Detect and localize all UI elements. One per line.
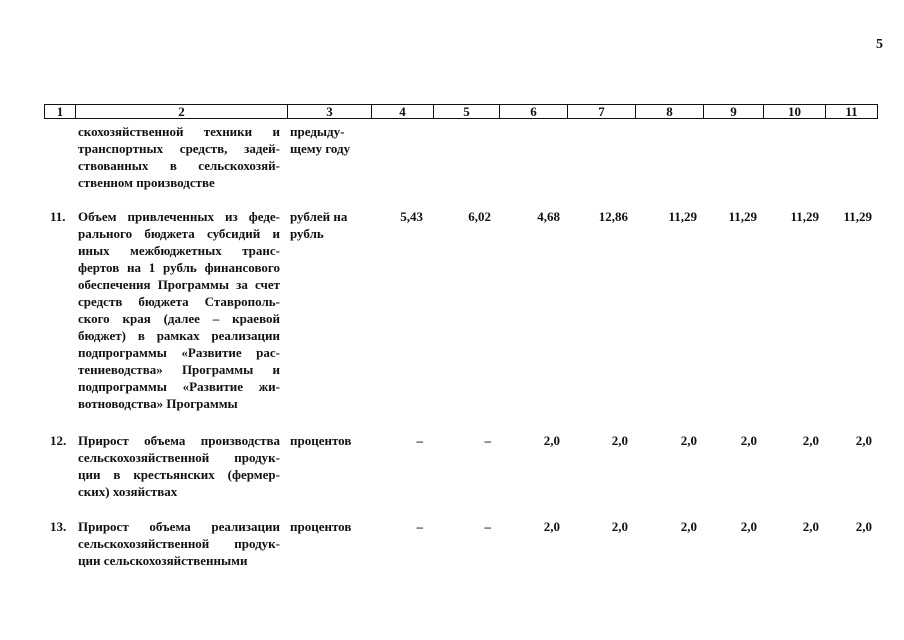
header-col-11: 11 — [825, 105, 877, 118]
value-cell-col-5: – — [484, 433, 491, 448]
value-cell-col-7: 12,86 — [598, 209, 628, 224]
value-cell-col-10: 2,0 — [802, 433, 819, 448]
unit-of-measure — [290, 518, 370, 535]
indicator-name-line: рального бюджета субсидий и — [78, 226, 280, 241]
indicator-name-line: ции сельскохозяйственными — [78, 553, 248, 568]
value-cell-col-5: 6,02 — [468, 209, 491, 224]
value-cell-col-6: 2,0 — [543, 519, 560, 534]
header-col-8: 8 — [635, 105, 703, 118]
indicator-name-line: иных межбюджетных транс- — [78, 243, 280, 258]
indicator-name-line: обеспечения Программы за счет — [78, 277, 280, 292]
indicator-name — [78, 123, 280, 191]
unit-line: процентов — [290, 433, 352, 448]
value-cell-col-9: 2,0 — [740, 519, 757, 534]
indicator-name-line: сельскохозяйственной продук- — [78, 536, 280, 551]
header-col-4: 4 — [371, 105, 433, 118]
value-cell-col-11: 2,0 — [855, 519, 872, 534]
indicator-name-line: ских) хозяйствах — [78, 484, 178, 499]
indicator-name-line: ственном производстве — [78, 175, 215, 190]
indicator-name — [78, 432, 280, 500]
value-cell-col-4: – — [416, 433, 423, 448]
value-cell-col-7: 2,0 — [611, 519, 628, 534]
indicator-name-line: ского края (далее – краевой — [78, 311, 280, 326]
header-col-9: 9 — [703, 105, 763, 118]
indicator-name-line: Объем привлеченных из феде- — [78, 209, 280, 224]
indicator-name — [78, 518, 280, 569]
indicator-name-line: Прирост объема производства — [78, 433, 280, 448]
value-cell-col-8: 11,29 — [668, 209, 697, 224]
value-cell-col-11: 11,29 — [843, 209, 872, 224]
value-cell-col-10: 11,29 — [790, 209, 819, 224]
header-col-3: 3 — [287, 105, 371, 118]
indicator-name-line: подпрограммы «Развитие жи- — [78, 379, 280, 394]
header-col-2: 2 — [75, 105, 287, 118]
indicator-name-line: Прирост объема реализации — [78, 519, 280, 534]
indicator-name-line: тениеводства» Программы и — [78, 362, 280, 377]
indicator-name-line: ции в крестьянских (фермер- — [78, 467, 280, 482]
header-col-5: 5 — [433, 105, 499, 118]
value-cell-col-4: 5,43 — [400, 209, 423, 224]
value-cell-col-7: 2,0 — [611, 433, 628, 448]
value-cell-col-9: 11,29 — [728, 209, 757, 224]
indicator-name-line: сельскохозяйственной продук- — [78, 450, 280, 465]
value-cell-col-4: – — [416, 519, 423, 534]
unit-of-measure — [290, 208, 370, 242]
unit-line: щему году — [290, 141, 351, 156]
indicator-name-line: бюджет) в рамках реализации — [78, 328, 280, 343]
indicator-name-line: подпрограммы «Развитие рас- — [78, 345, 280, 360]
unit-line: рубль — [290, 226, 324, 241]
indicator-name — [78, 208, 280, 412]
header-col-7: 7 — [567, 105, 635, 118]
header-col-1: 1 — [56, 104, 64, 119]
unit-line: процентов — [290, 519, 352, 534]
header-col-6: 6 — [499, 105, 567, 118]
value-cell-col-9: 2,0 — [740, 433, 757, 448]
indicator-name-line: скохозяйственной техники и — [78, 124, 280, 139]
indicator-name-line: вотноводства» Программы — [78, 396, 238, 411]
row-number: 12. — [50, 433, 67, 448]
table-header-row — [44, 104, 878, 119]
indicator-name-line: фертов на 1 рубль финансового — [78, 260, 280, 275]
row-number: 11. — [50, 209, 66, 224]
unit-line: рублей на — [290, 209, 348, 224]
value-cell-col-6: 2,0 — [543, 433, 560, 448]
unit-of-measure — [290, 432, 370, 449]
page-number: 5 — [876, 37, 883, 52]
value-cell-col-11: 2,0 — [855, 433, 872, 448]
unit-line: предыду- — [290, 124, 345, 139]
row-number: 13. — [50, 519, 67, 534]
value-cell-col-8: 2,0 — [680, 519, 697, 534]
unit-of-measure — [290, 123, 370, 157]
value-cell-col-6: 4,68 — [537, 209, 560, 224]
value-cell-col-5: – — [484, 519, 491, 534]
value-cell-col-10: 2,0 — [802, 519, 819, 534]
indicator-name-line: средств бюджета Ставрополь- — [78, 294, 280, 309]
header-col-10: 10 — [763, 105, 825, 118]
value-cell-col-8: 2,0 — [680, 433, 697, 448]
indicator-name-line: ствованных в сельскохозяй- — [78, 158, 280, 173]
indicator-name-line: транспортных средств, задей- — [78, 141, 280, 156]
